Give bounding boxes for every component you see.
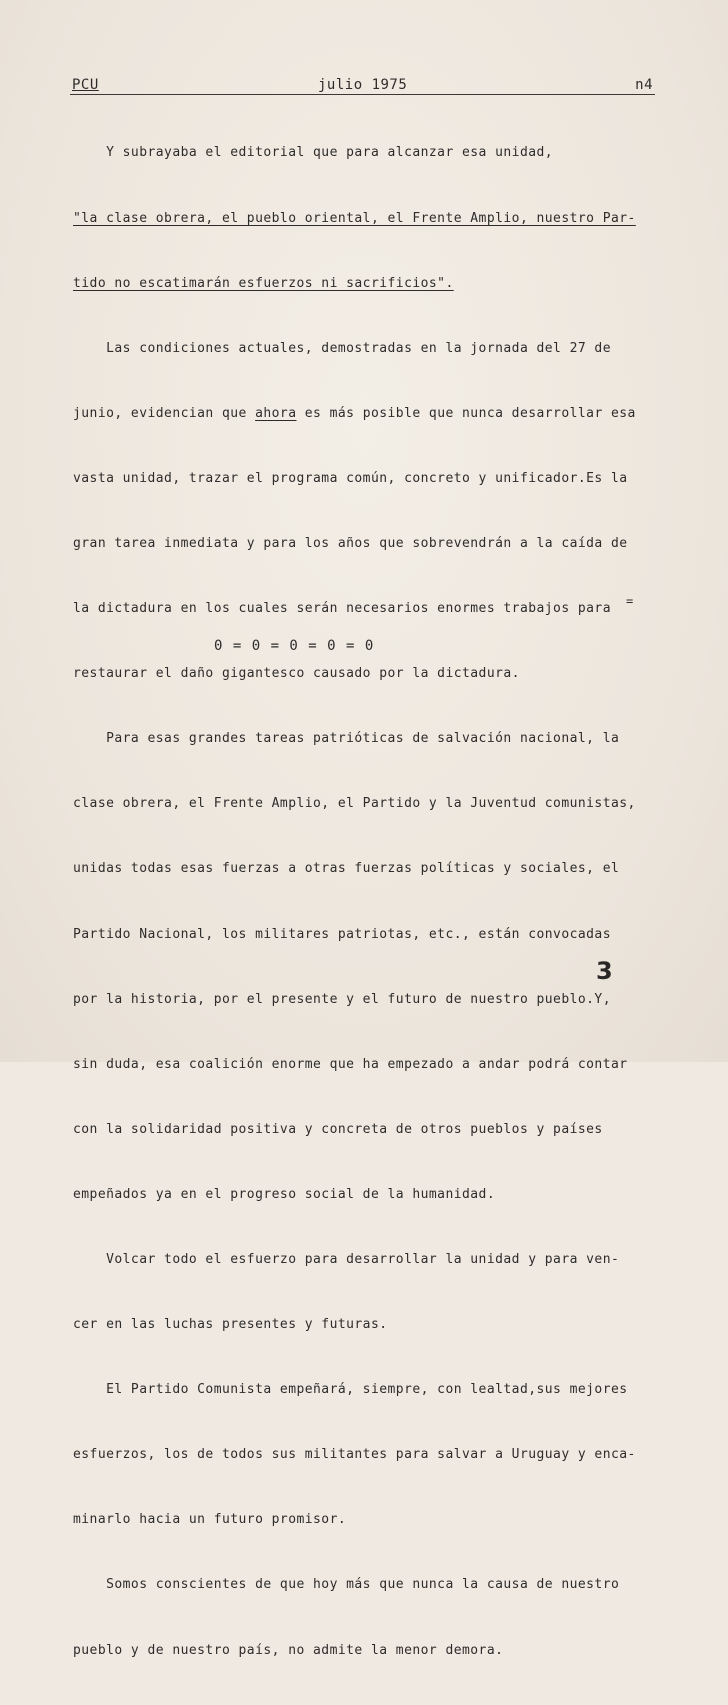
page-number: 3	[596, 957, 613, 985]
text-line: vasta unidad, trazar el programa común, concreto y unificador.Es la	[73, 470, 628, 486]
text-line: la dictadura en los cuales serán necesarios enormes trabajos para	[73, 601, 611, 617]
text-line-underlined: "la clase obrera, el pueblo oriental, el Frente Amplio, nuestro Par-	[73, 210, 636, 226]
text-line: Somos conscientes de que hoy más que nunca la causa de nuestro	[73, 1577, 620, 1593]
text-line: gran tarea inmediata y para los años que sobrevendrán a la caída de	[73, 535, 628, 551]
text-line-underlined	[73, 273, 673, 295]
text-line: Volcar todo el esfuerzo para desarrollar la unidad y para ven-	[73, 1252, 620, 1267]
text-line: unidas todas esas fuerzas a otras fuerzas políticas y sociales, el	[73, 861, 620, 877]
text-line: Partido Nacional, los militares patriotas, etc., están convocadas	[73, 926, 611, 942]
body-text	[73, 99, 673, 1705]
page-header	[70, 76, 655, 95]
text-segment: junio, evidencian que	[73, 405, 256, 421]
text-line: Para esas grandes tareas patrióticas de salvación nacional, la	[73, 731, 620, 747]
text-line: clase obrera, el Frente Amplio, el Partido y la Juventud comunistas,	[73, 796, 636, 812]
text-line: esfuerzos, los de todos sus militantes para salvar a Uruguay y enca-	[73, 1447, 636, 1463]
text-line: pueblo y de nuestro país, no admite la menor demora.	[73, 1642, 504, 1658]
header-date: julio 1975	[318, 77, 408, 93]
text-line: Y subrayaba el editorial que para alcanzar esa unidad,	[73, 145, 554, 161]
text-line: minarlo hacia un futuro promisor.	[73, 1512, 347, 1528]
section-separator: 0 = 0 = 0 = 0 = 0	[214, 638, 375, 654]
header-issue-number: n4	[635, 77, 653, 93]
text-line	[73, 403, 673, 425]
text-line: empeñados ya en el progreso social de la humanidad.	[73, 1186, 496, 1202]
header-left: PCU	[72, 77, 99, 93]
underlined-quote-end: tido no escatimarán esfuerzos ni sacrificios".	[73, 275, 454, 291]
text-segment: es más posible que nunca desarrollar esa	[296, 405, 636, 421]
text-line: El Partido Comunista empeñará, siempre, con lealtad,sus mejores	[73, 1382, 628, 1398]
text-line: por la historia, por el presente y el futuro de nuestro pueblo.Y,	[73, 991, 611, 1007]
text-line: con la solidaridad positiva y concreta de otros pueblos y países	[73, 1121, 603, 1137]
text-line: sin duda, esa coalición enorme que ha empezado a andar podrá contar	[73, 1056, 628, 1072]
text-line: Las condiciones actuales, demostradas en la jornada del 27 de	[73, 340, 611, 356]
text-line: cer en las luchas presentes y futuras.	[73, 1317, 388, 1333]
text-line: restaurar el daño gigantesco causado por la dictadura.	[73, 666, 520, 682]
underlined-word: ahora	[255, 405, 297, 421]
stray-mark: =	[626, 594, 634, 608]
